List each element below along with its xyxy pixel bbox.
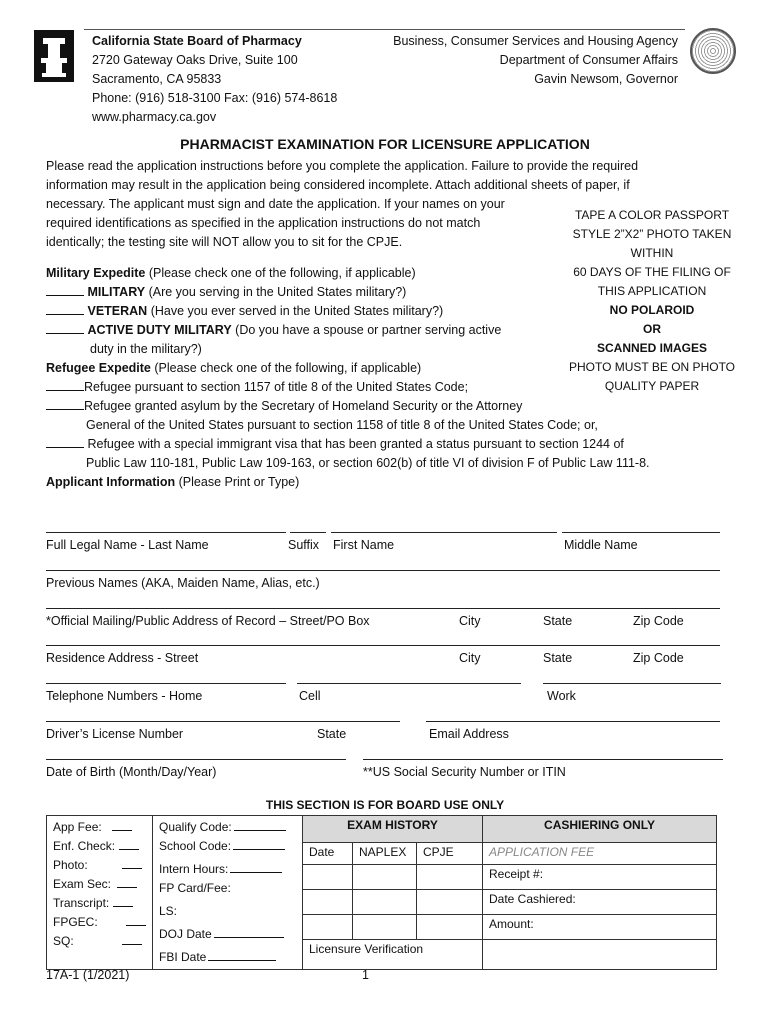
photo-text-bold: SCANNED IMAGES <box>596 341 707 355</box>
drivers-license-field[interactable] <box>46 721 400 722</box>
agency-block <box>393 32 678 89</box>
military-checkbox-blank[interactable] <box>46 284 84 296</box>
board-field <box>159 879 296 898</box>
photo-text: QUALITY PAPER <box>604 379 700 393</box>
receipt-label[interactable]: Receipt #: <box>483 865 717 890</box>
instructions-line: Please read the application instructions before you complete the application. Failure to provide the required <box>46 159 639 173</box>
enf-check-label: Enf. Check: <box>53 839 116 853</box>
email-label: Email Address <box>429 727 509 741</box>
military-expedite-section <box>46 264 566 378</box>
ssn-field[interactable] <box>363 759 723 760</box>
date-cashiered-label[interactable]: Date Cashiered: <box>483 890 717 915</box>
board-col2 <box>153 816 303 970</box>
exam-cell[interactable] <box>303 915 353 940</box>
board-col1 <box>47 816 153 970</box>
board-field <box>159 837 296 856</box>
school-code-label: School Code: <box>159 839 232 853</box>
refugee-heading: Refugee Expedite <box>46 361 151 375</box>
photo-text-bold: OR <box>643 322 661 336</box>
option-text: (Are you serving in the United States military?) <box>145 285 407 299</box>
board-field <box>159 925 296 944</box>
board-phone: Phone: (916) 518-3100 Fax: (916) 574-8618 <box>92 91 338 105</box>
cashiering-blank-cell[interactable] <box>483 940 717 970</box>
option-continued: General of the United States pursuant to section 1158 of title 8 of the United States Code; or, <box>86 418 598 432</box>
exam-cell[interactable] <box>353 865 417 890</box>
exam-cell[interactable] <box>417 890 483 915</box>
exam-col-cpje: CPJE <box>417 843 483 865</box>
amount-label[interactable]: Amount: <box>483 915 717 940</box>
military-option[interactable] <box>46 283 566 302</box>
work-phone-label: Work <box>547 689 576 703</box>
board-field <box>53 875 146 894</box>
photo-placeholder[interactable] <box>557 206 747 396</box>
drivers-license-label: Driver’s License Number <box>46 727 184 741</box>
board-field <box>53 818 146 837</box>
cell-phone-label: Cell <box>299 689 321 703</box>
photo-text: WITHIN <box>630 246 674 260</box>
refugee-option-2[interactable] <box>46 397 736 416</box>
military-heading-note: (Please check one of the following, if applicable) <box>145 266 416 280</box>
option-continued: duty in the military?) <box>90 342 202 356</box>
email-field[interactable] <box>426 721 720 722</box>
exam-history-header: EXAM HISTORY <box>303 816 483 843</box>
middle-name-label: Middle Name <box>564 538 638 552</box>
residence-address-field[interactable] <box>46 645 720 646</box>
page-title: PHARMACIST EXAMINATION FOR LICENSURE APPLICATION <box>180 136 590 152</box>
first-name-label: First Name <box>333 538 395 552</box>
board-website[interactable]: www.pharmacy.ca.gov <box>92 110 217 124</box>
exam-cell[interactable] <box>353 915 417 940</box>
board-name: California State Board of Pharmacy <box>92 34 302 48</box>
photo-text: 60 DAYS OF THE FILING OF <box>573 265 731 279</box>
fbi-date-label: FBI Date <box>159 950 207 964</box>
board-field <box>159 902 296 921</box>
mortar-pestle-logo <box>34 30 74 82</box>
photo-text: STYLE 2”X2” PHOTO TAKEN <box>572 227 732 241</box>
last-name-label: Full Legal Name - Last Name <box>46 538 209 552</box>
option-label: VETERAN <box>87 304 148 318</box>
previous-names-label: Previous Names (AKA, Maiden Name, Alias, etc.) <box>46 576 320 590</box>
home-phone-label: Telephone Numbers - Home <box>46 689 203 703</box>
dob-label: Date of Birth (Month/Day/Year) <box>46 765 217 779</box>
photo-text: PHOTO MUST BE ON PHOTO <box>568 360 736 374</box>
board-use-title: THIS SECTION IS FOR BOARD USE ONLY <box>265 798 505 812</box>
board-address-line2: Sacramento, CA 95833 <box>92 72 222 86</box>
header-rule <box>84 29 685 30</box>
mailing-zip-label: Zip Code <box>633 614 684 628</box>
mailing-address-label: *Official Mailing/Public Address of Record – Street/PO Box <box>46 614 370 628</box>
board-address-block <box>92 32 337 127</box>
suffix-field[interactable] <box>290 532 326 533</box>
instructions-line: information may result in the application being considered incomplete. Attach additional sheets of paper, if <box>46 178 630 192</box>
agency-name: Business, Consumer Services and Housing Agency <box>393 34 678 48</box>
exam-sec-label: Exam Sec: <box>53 877 112 891</box>
ls-label: LS: <box>159 904 178 918</box>
board-field <box>159 860 296 879</box>
photo-text-bold: NO POLAROID <box>609 303 695 317</box>
photo-text: TAPE A COLOR PASSPORT <box>574 208 730 222</box>
page-number: 1 <box>362 968 369 982</box>
first-name-field[interactable] <box>331 532 557 533</box>
licensure-verification-label[interactable]: Licensure Verification <box>303 940 483 970</box>
board-field <box>53 894 146 913</box>
board-field <box>53 913 146 932</box>
option-text: Refugee pursuant to section 1157 of title 8 of the United States Code; <box>84 380 469 394</box>
exam-cell[interactable] <box>417 865 483 890</box>
ssn-label: **US Social Security Number or ITIN <box>363 765 566 779</box>
refugee-option-3[interactable] <box>46 435 736 454</box>
board-address-line1: 2720 Gateway Oaks Drive, Suite 100 <box>92 53 298 67</box>
fpgec-label: FPGEC: <box>53 915 98 929</box>
mailing-state-label: State <box>543 614 573 628</box>
cell-phone-field[interactable] <box>297 683 521 684</box>
board-field <box>53 856 146 875</box>
mailing-address-field[interactable] <box>46 608 720 609</box>
board-field <box>53 837 146 856</box>
veteran-checkbox-blank[interactable] <box>46 303 84 315</box>
option-text: Refugee granted asylum by the Secretary of Homeland Security or the Attorney <box>84 399 523 413</box>
doj-date-label: DOJ Date <box>159 927 212 941</box>
board-use-table <box>46 815 717 970</box>
residence-state-label: State <box>543 651 573 665</box>
state-seal-icon <box>690 28 736 74</box>
dob-field[interactable] <box>46 759 346 760</box>
instructions-line: identically; the testing site will NOT allow you to sit for the CPJE. <box>46 235 403 249</box>
instructions-line: necessary. The applicant must sign and date the application. If your names on your <box>46 197 505 211</box>
photo-label: Photo: <box>53 858 88 872</box>
transcript-label: Transcript: <box>53 896 110 910</box>
military-heading: Military Expedite <box>46 266 146 280</box>
option-label: MILITARY <box>87 285 146 299</box>
applicant-heading: Applicant Information <box>46 475 176 489</box>
board-field <box>159 818 296 837</box>
exam-cell[interactable] <box>353 890 417 915</box>
qualify-code-label: Qualify Code: <box>159 820 232 834</box>
refugee-checkbox-blank[interactable] <box>46 398 84 410</box>
exam-cell[interactable] <box>417 915 483 940</box>
refugee-checkbox-blank[interactable] <box>46 436 84 448</box>
application-fee-label: APPLICATION FEE <box>483 843 717 865</box>
residence-city-label: City <box>459 651 481 665</box>
exam-col-naplex: NAPLEX <box>353 843 417 865</box>
photo-text: THIS APPLICATION <box>597 284 707 298</box>
mailing-city-label: City <box>459 614 481 628</box>
active-duty-checkbox-blank[interactable] <box>46 322 84 334</box>
residence-zip-label: Zip Code <box>633 651 684 665</box>
department-name: Department of Consumer Affairs <box>499 53 678 67</box>
option-text: (Do you have a spouse or partner serving active <box>231 323 502 337</box>
refugee-option-1[interactable] <box>46 378 736 397</box>
form-id: 17A-1 (1/2021) <box>46 968 130 982</box>
exam-cell[interactable] <box>303 890 353 915</box>
exam-col-date: Date <box>303 843 353 865</box>
exam-cell[interactable] <box>303 865 353 890</box>
board-field <box>159 948 296 967</box>
last-name-field[interactable] <box>46 532 286 533</box>
sq-label: SQ: <box>53 934 74 948</box>
dl-state-label: State <box>317 727 347 741</box>
suffix-label: Suffix <box>288 538 320 552</box>
refugee-heading-note: (Please check one of the following, if applicable) <box>150 361 422 375</box>
cashiering-header: CASHIERING ONLY <box>483 816 717 843</box>
middle-name-field[interactable] <box>562 532 720 533</box>
active-duty-option[interactable] <box>46 321 566 340</box>
previous-names-field[interactable] <box>46 570 720 571</box>
app-fee-label: App Fee: <box>53 820 102 834</box>
instructions-line: required identifications as specified in the application instructions do not match <box>46 216 481 230</box>
refugee-checkbox-blank[interactable] <box>46 379 84 391</box>
option-label: ACTIVE DUTY MILITARY <box>87 323 232 337</box>
governor-name: Gavin Newsom, Governor <box>534 72 678 86</box>
option-text: (Have you ever served in the United States military?) <box>147 304 444 318</box>
work-phone-field[interactable] <box>543 683 721 684</box>
refugee-expedite-section <box>46 378 736 492</box>
applicant-heading-note: (Please Print or Type) <box>175 475 300 489</box>
intern-hours-label: Intern Hours: <box>159 862 229 876</box>
option-continued: Public Law 110-181, Public Law 109-163, or section 602(b) of title VI of division F of Public Law 111-8. <box>86 456 650 470</box>
residence-address-label: Residence Address - Street <box>46 651 199 665</box>
veteran-option[interactable] <box>46 302 566 321</box>
home-phone-field[interactable] <box>46 683 286 684</box>
fp-card-label: FP Card/Fee: <box>159 881 231 895</box>
board-field <box>53 932 146 951</box>
option-text: Refugee with a special immigrant visa that has been granted a status pursuant to section 1244 of <box>84 437 624 451</box>
